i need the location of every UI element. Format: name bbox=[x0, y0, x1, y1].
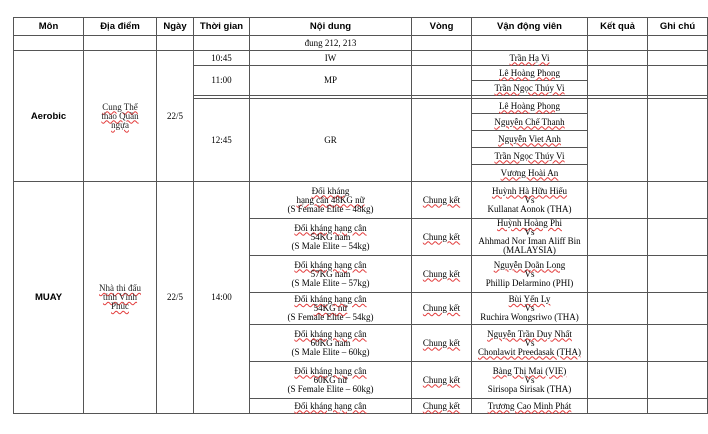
time-muay: 14:00 bbox=[194, 182, 250, 414]
table-row: MUAY Nhà thi đấu tỉnh Vĩnh Phúc 22/5 14:00 Đối kháng hạng cân 48KG nữ (S Female Elite – 48kg) Chung kết Huỳnh Hà Hữu Hiếu Vs Kullanat Aonok (THA) bbox=[14, 182, 708, 219]
table-row: Đối kháng hạng cân 54KG nữ (S Female Elite – 54kg) Chung kết Bùi Yến Ly Vs Ruchira Wongsriwo (THA) bbox=[14, 293, 708, 325]
col-mon: Môn bbox=[14, 18, 84, 36]
table-row: Aerobic Cung Thể thao Quần ngựa 22/5 10:45 IW Trần Hạ Vi bbox=[14, 51, 708, 66]
col-vdv: Vận động viên bbox=[472, 18, 588, 36]
table-row: Đối kháng hạng cân 54KG nam (S Male Elite – 54kg) Chung kết Huỳnh Hoàng Phi Vs Ahhmad Nor Iman Aliff Bin (MALAYSIA) bbox=[14, 219, 708, 256]
col-dia-diem: Địa điểm bbox=[84, 18, 157, 36]
table-row: Vương Hoài An bbox=[14, 165, 708, 182]
sport-muay: MUAY bbox=[14, 182, 84, 414]
table-row bbox=[14, 36, 708, 51]
table-row: 11:00 MP Lê Hoàng Phong bbox=[14, 66, 708, 81]
table-row: Đối kháng hạng cân Chung kết Trương Cao Minh Phát bbox=[14, 399, 708, 414]
date-aerobic: 22/5 bbox=[157, 51, 194, 182]
col-ngay: Ngày bbox=[157, 18, 194, 36]
schedule-table bbox=[13, 17, 708, 414]
top-note: đung 212, 213 bbox=[250, 36, 412, 51]
sport-aerobic: Aerobic bbox=[14, 51, 84, 182]
table-row: Trần Ngọc Thúy Vi bbox=[14, 148, 708, 165]
table-row: 12:45 GR Lê Hoàng Phong bbox=[14, 99, 708, 114]
table-row: Đối kháng hạng cân 57KG nam (S Male Elite – 57kg) Chung kết Nguyễn Doãn Long Vs Phillip Delarmino (PHI) bbox=[14, 256, 708, 293]
col-ghi-chu: Ghi chú bbox=[648, 18, 708, 36]
date-muay: 22/5 bbox=[157, 182, 194, 414]
table-row: Đối kháng hạng cân 60KG nữ (S Female Elite – 60kg) Chung kết Bàng Thị Mai (VIE) Vs Sirisopa Sirisak (THA) bbox=[14, 362, 708, 399]
col-noi-dung: Nội dung bbox=[250, 18, 412, 36]
venue-aerobic: Cung Thể thao Quần ngựa bbox=[84, 51, 157, 182]
table-row: Đối kháng hạng cân 60KG nam (S Male Elite – 60kg) Chung kết Nguyễn Trần Duy Nhất Vs Chonlawit Preedasak (THA) bbox=[14, 325, 708, 362]
col-ket-qua: Kết quả bbox=[588, 18, 648, 36]
table-row: Nguyễn Chế Thanh bbox=[14, 114, 708, 131]
table-row: Nguyễn Viet Anh bbox=[14, 131, 708, 148]
venue-muay: Nhà thi đấu tỉnh Vĩnh Phúc bbox=[84, 182, 157, 414]
table-row: Trần Ngọc Thúy Vi bbox=[14, 81, 708, 96]
col-vong: Vòng bbox=[412, 18, 472, 36]
header-row bbox=[14, 18, 708, 36]
col-thoi-gian: Thời gian bbox=[194, 18, 250, 36]
